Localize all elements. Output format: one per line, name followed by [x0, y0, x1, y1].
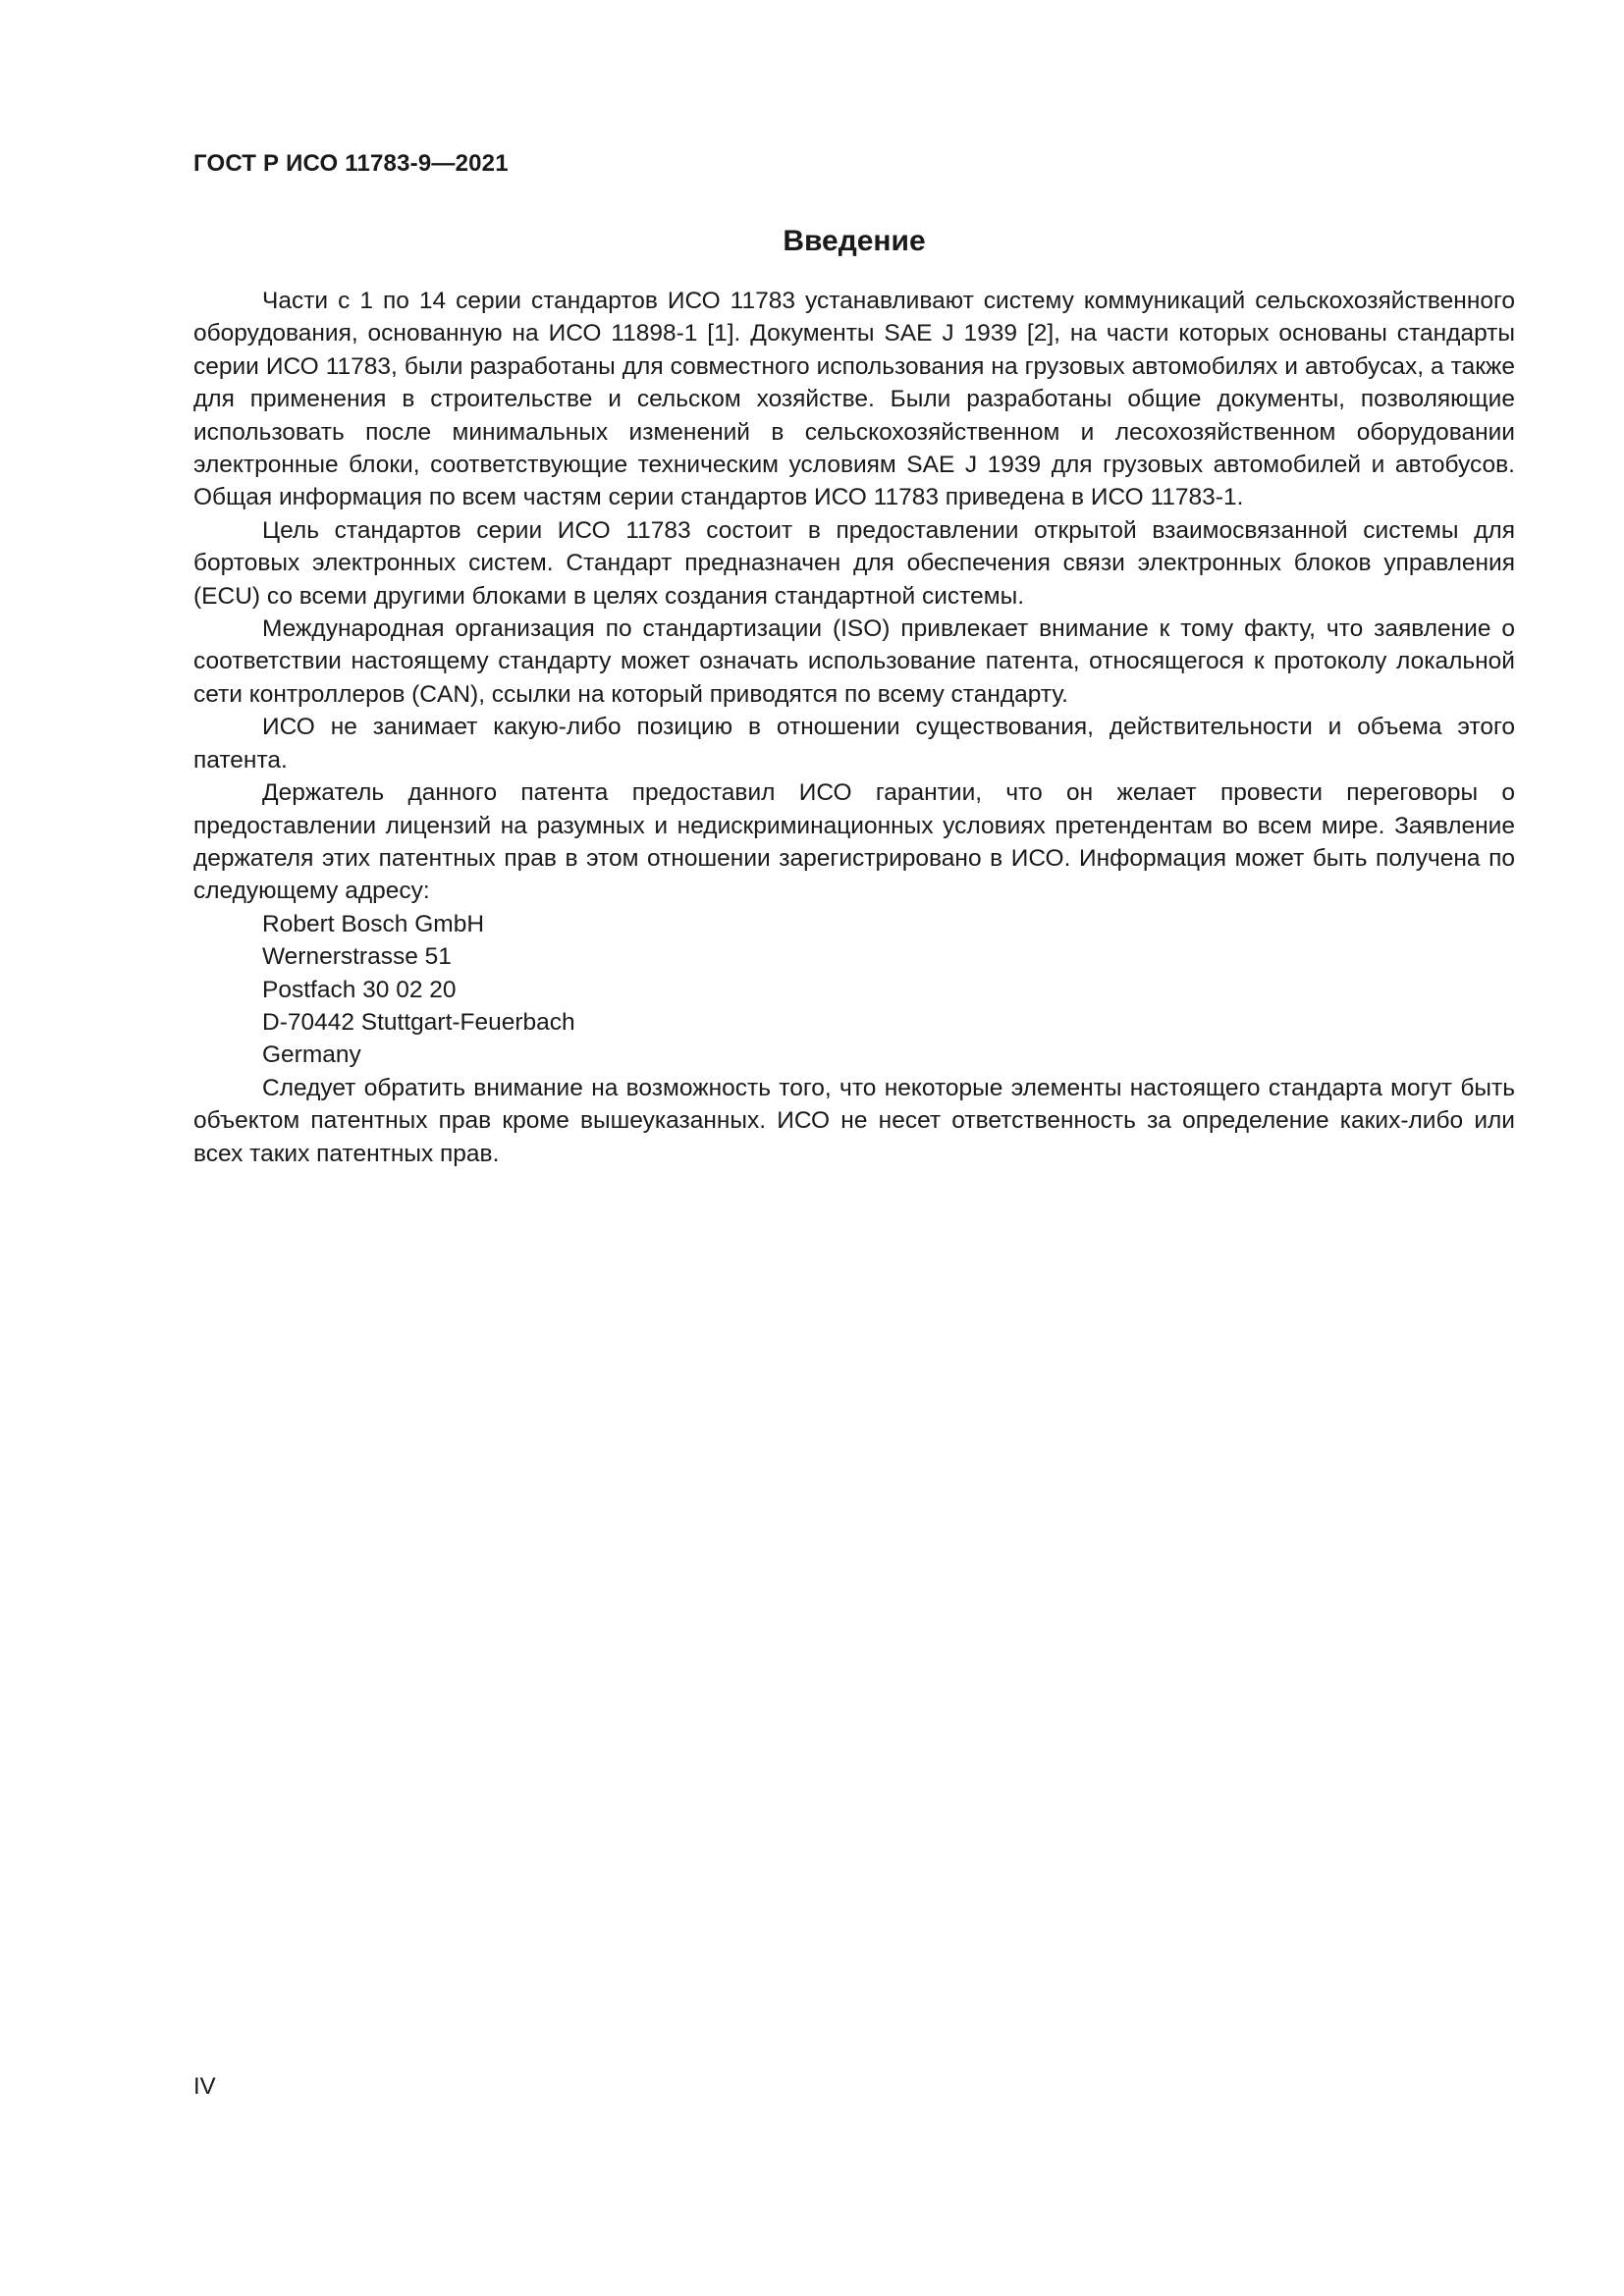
paragraph: Международная организация по стандартизации (ISO) привлекает внимание к тому факту, что заявление о соответствии настоящему стандарту может означать использование патента, относящегося к протоколу локальной сети контроллеров (CAN), ссылки на который приводятся по всему стандарту. [193, 615, 1515, 708]
paragraph: Части с 1 по 14 серии стандартов ИСО 11783 устанавливают систему коммуникаций сельскохозяйственного оборудования, основанную на ИСО 11898-1 [1]. Документы SAE J 1939 [2], на части которых основаны стандарты серии ИСО 11783, были разработаны для совместного использования на грузовых автомобилях и автобусах, а также для применения в строительстве и сельском хозяйстве. Были разработаны общие документы, позволяющие использовать после минимальных изменений в сельскохозяйственном и лесохозяйственном оборудовании электронные блоки, соответствующие техническим условиям SAE J 1939 для грузовых автомобилей и автобусов. Общая информация по всем частям серии стандартов ИСО 11783 приведена в ИСО 11783-1. [193, 288, 1515, 511]
closing-paragraph: Следует обратить внимание на возможность того, что некоторые элементы настоящего стандарта могут быть объектом патентных прав кроме вышеуказанных. ИСО не несет ответственность за определение каких-либо или всех таких патентных прав. [193, 1074, 1515, 1167]
paragraph: Цель стандартов серии ИСО 11783 состоит в предоставлении открытой взаимосвязанной системы для бортовых электронных систем. Стандарт предназначен для обеспечения связи электронных блоков управления (ECU) со всеми другими блоками в целях создания стандартной системы. [193, 516, 1515, 610]
page-number: IV [193, 2073, 216, 2100]
document-header: ГОСТ Р ИСО 11783-9—2021 [193, 150, 509, 177]
address-line: Robert Bosch GmbH [262, 910, 485, 937]
section-body [193, 285, 1515, 1170]
paragraph: ИСО не занимает какую-либо позицию в отношении существования, действительности и объема этого патента. [193, 714, 1515, 774]
paragraph: Держатель данного патента предоставил ИСО гарантии, что он желает провести переговоры о предоставлении лицензий на разумных и недискриминационных условиях претендентам во всем мире. Заявление держателя этих патентных прав в этом отношении зарегистрировано в ИСО. Информация может быть получена по следующему адресу: [193, 779, 1515, 905]
address-line: D-70442 Stuttgart-Feuerbach [262, 1008, 575, 1036]
address-line: Wernerstrasse 51 [262, 943, 452, 971]
address-line: Germany [262, 1041, 361, 1069]
address-line: Postfach 30 02 20 [262, 976, 457, 1003]
section-title: Введение [783, 225, 926, 257]
